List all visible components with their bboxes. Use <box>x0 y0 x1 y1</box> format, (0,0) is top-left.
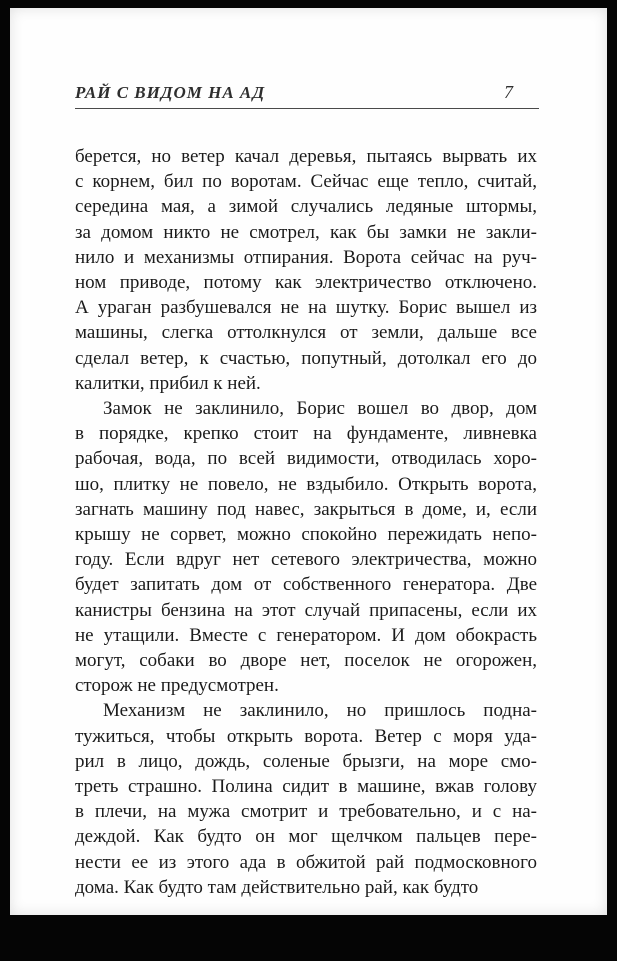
text-line: нило и механизмы отпирания. Ворота сейчас на руч- <box>75 246 537 268</box>
page-text <box>75 144 537 900</box>
running-header <box>75 82 539 103</box>
page-number: 7 <box>504 82 513 102</box>
text-line: с корнем, бил по воротам. Сейчас еще тепло, считай, <box>75 171 537 193</box>
header-rule <box>75 108 539 109</box>
book-page <box>10 8 607 915</box>
text-line: треть страшно. Полина сидит в машине, вжав голову <box>75 776 537 798</box>
text-line: рабочая, вода, по всей видимости, отводилась хоро- <box>75 448 537 470</box>
text-line: ном приводе, потому как электричество отключено. <box>75 272 537 294</box>
text-line: деждой. Как будто он мог щелчком пальцев пере- <box>75 826 537 848</box>
text-line: могут, собаки во дворе нет, поселок не огорожен, <box>75 650 537 672</box>
text-line: загнать машину под навес, закрыться в доме, и, если <box>75 498 537 520</box>
text-line: Механизм не заклинило, но пришлось подна- <box>103 700 537 722</box>
text-line: калитки, прибил к ней. <box>75 372 261 394</box>
text-line: не утащили. Вместе с генератором. И дом обокрасть <box>75 624 537 646</box>
text-line: крышу не сорвет, можно спокойно пережидать непо- <box>75 524 537 546</box>
text-line: рил в лицо, дождь, соленые брызги, на море смо- <box>75 750 537 772</box>
text-line: шо, плитку не повело, не вздыбило. Открыть ворота, <box>75 473 537 495</box>
text-line: в плечи, на мужа смотрит и требовательно, и с на- <box>75 801 537 823</box>
text-line: будет запитать дом от собственного генератора. Две <box>75 574 537 596</box>
text-line: машины, слегка оттолкнулся от земли, дальше все <box>75 322 537 344</box>
text-line: канистры бензина на этот случай припасены, если их <box>75 599 537 621</box>
text-line: сделал ветер, к счастью, попутный, дотолкал его до <box>75 347 537 369</box>
text-line: берется, но ветер качал деревья, пытаясь вырвать их <box>75 146 537 167</box>
text-line: нести ее из этого ада в обжитой рай подмосковного <box>75 851 537 873</box>
text-line: в порядке, крепко стоит на фундаменте, ливневка <box>75 423 537 445</box>
text-line: дома. Как будто там действительно рай, как будто <box>75 876 479 898</box>
text-line: году. Если вдруг нет сетевого электричества, можно <box>75 549 537 571</box>
running-header-title: РАЙ С ВИДОМ НА АД <box>75 83 266 102</box>
text-line: за домом никто не смотрел, как бы замки не закли- <box>75 221 537 243</box>
text-line: А ураган разбушевался не на шутку. Борис вышел из <box>75 297 537 319</box>
text-line: тужиться, чтобы открыть ворота. Ветер с моря уда- <box>75 725 537 747</box>
text-line: середина мая, а зимой случались ледяные штормы, <box>75 196 537 218</box>
text-line: сторож не предусмотрен. <box>75 675 279 697</box>
text-line: Замок не заклинило, Борис вошел во двор, дом <box>103 398 537 420</box>
